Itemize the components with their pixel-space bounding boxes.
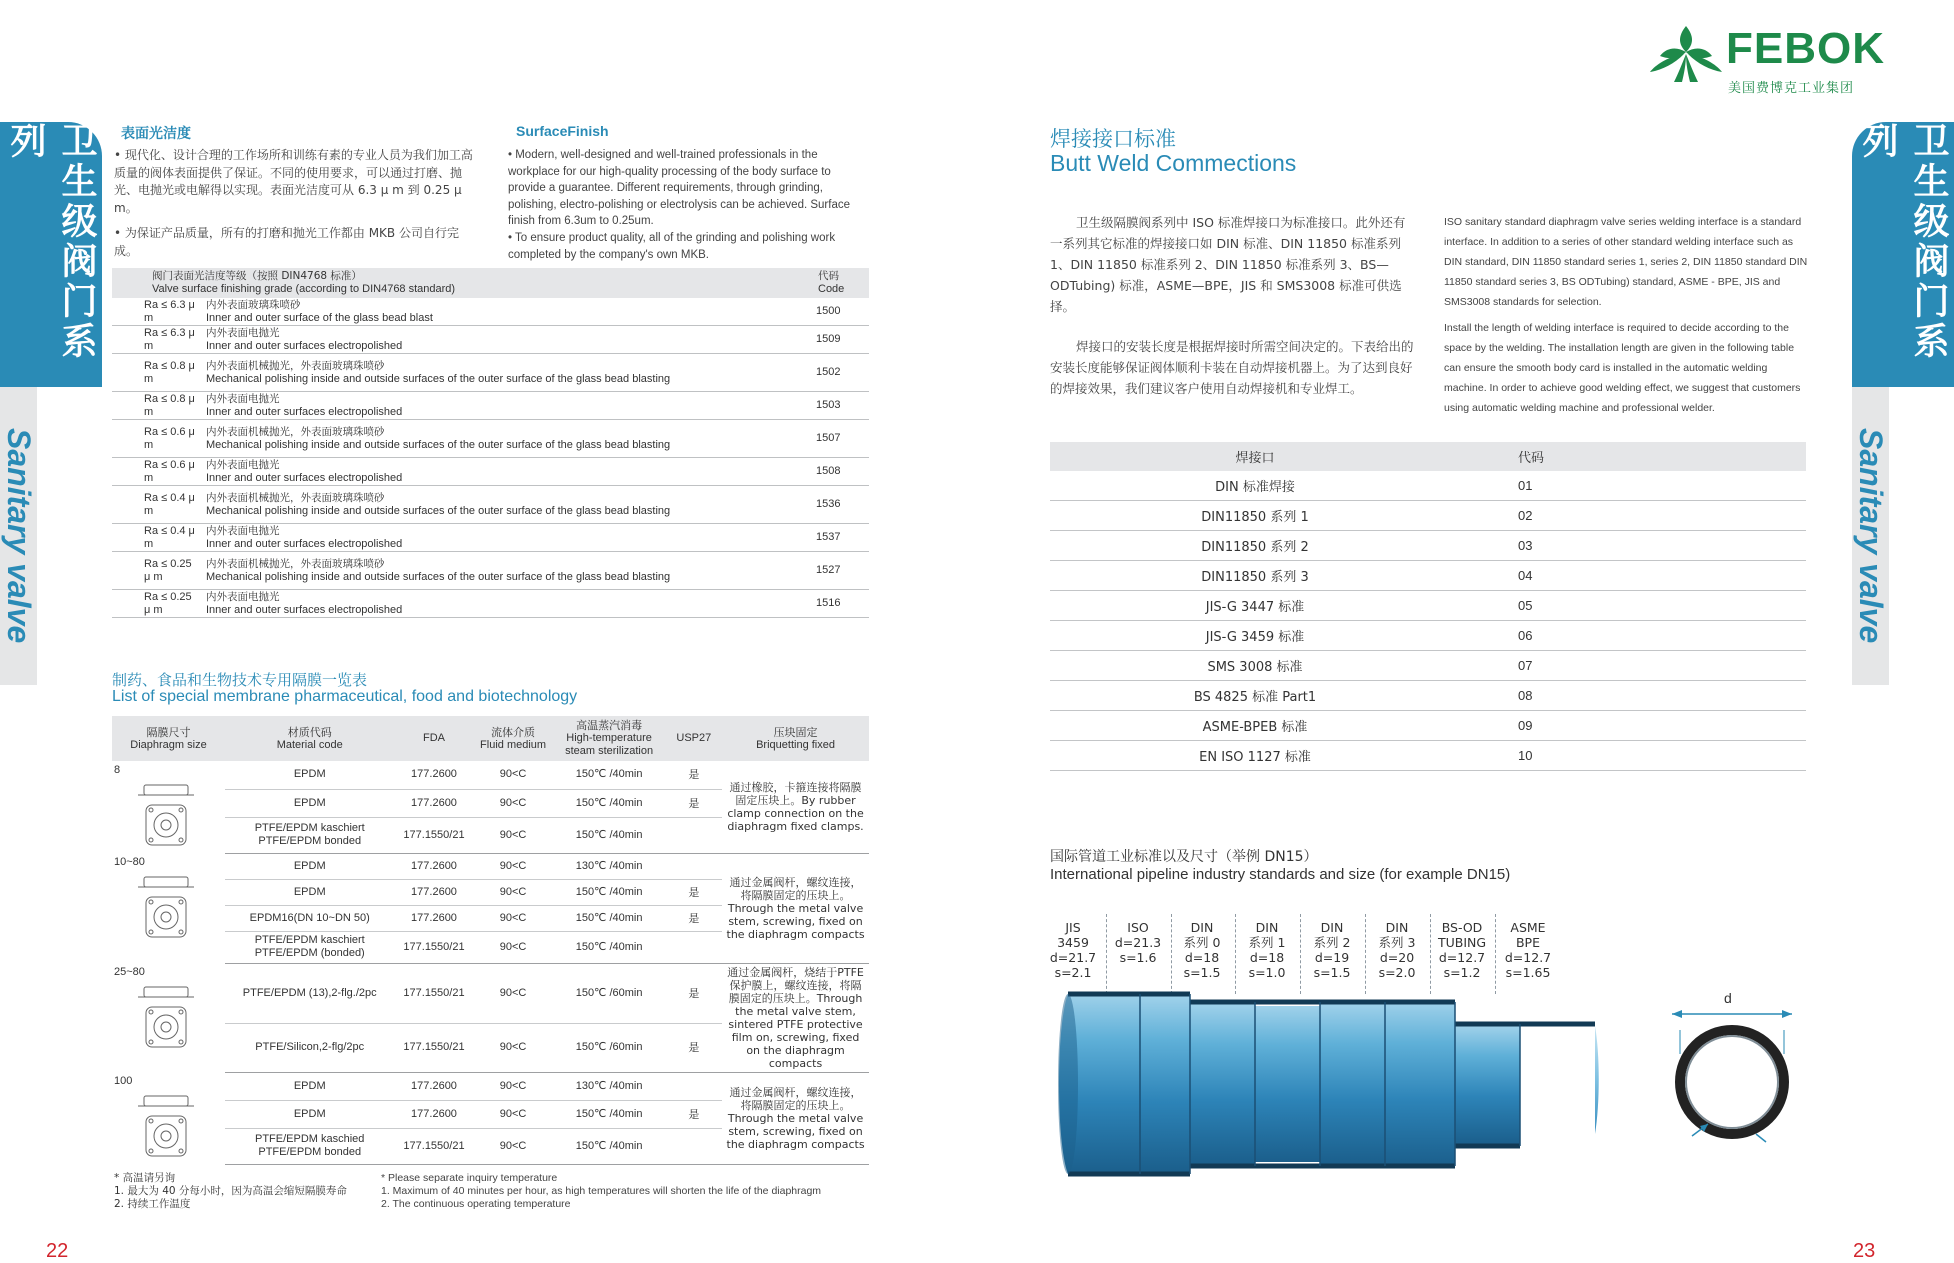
butt-weld-para-en-1: ISO sanitary standard diaphragm valve series welding interface is a standard interface. In addition to a series of other standard welding interface such as DIN standard, DIN 11850 standard series 1, series 2, DIN 11850 standard DIN 11850 standard series 3, BS ODTubing) standard, ASME - BPE, JIS and SMS3008 standards for selection. — [1444, 216, 1808, 308]
finish-desc-cn: 内外表面电抛光 — [206, 591, 280, 603]
usp27-value: 是 — [666, 905, 722, 931]
finish-description — [202, 590, 784, 618]
standard-d: d=20 — [1379, 950, 1415, 965]
fluid-medium: 90<C — [474, 789, 553, 817]
pipe-section-bsod — [1455, 1026, 1520, 1144]
fda-value: 177.1550/21 — [394, 818, 473, 853]
membrane-header-cell — [394, 716, 473, 761]
finish-description — [202, 458, 784, 486]
fluid-medium: 90<C — [474, 1100, 553, 1128]
diaphragm-size-value: 8 — [114, 764, 121, 776]
surface-finish-para-cn-1: • 现代化、设计合理的工作场所和训练有素的专业人员为我们加工高质量的阀体表面提供了保证。不同的使用要求，可以通过打磨、抛光、电抛光或电解得以实现。表面光洁度可从 6.3 μ m 到 0.25 μ m。 — [114, 148, 473, 215]
weld-code: 07 — [1460, 651, 1806, 681]
standard-d: d=12.7 — [1504, 950, 1552, 965]
steam-sterilization: 130℃ /40min — [553, 1072, 666, 1100]
material-code: EPDM — [225, 761, 394, 789]
port-header: 焊接口 — [1050, 442, 1460, 471]
fluid-medium: 90<C — [474, 963, 553, 1023]
pipe-standard-label — [1302, 920, 1362, 980]
surface-finish-table-header — [112, 268, 869, 298]
fda-value: 177.2600 — [394, 905, 473, 931]
ra-value: Ra ≤ 6.3 μ m — [112, 298, 202, 326]
fluid-medium: 90<C — [474, 1023, 553, 1072]
usp27-value: 是 — [666, 789, 722, 817]
ra-value: Ra ≤ 0.8 μ m — [112, 392, 202, 420]
usp27-value: 是 — [666, 1100, 722, 1128]
pipe-section-din0 — [1190, 1004, 1255, 1164]
usp27-value — [666, 931, 722, 963]
membrane-row — [112, 853, 869, 879]
finish-code: 1527 — [784, 552, 869, 590]
weld-row — [1050, 471, 1806, 501]
finish-row — [112, 590, 869, 618]
finish-desc-en: Mechanical polishing inside and outside surfaces of the outer surface of the glass bead blasting — [206, 438, 671, 451]
finish-code: 1500 — [784, 298, 869, 326]
briquetting-description: 通过金属阀杆，螺纹连接，将隔膜固定的压块上。Through the metal valve stem, screwing, fixed on the diaphragm compacts — [722, 1072, 869, 1164]
weld-row — [1050, 561, 1806, 591]
surface-finish-para-en-2: • To ensure product quality, all of the grinding and polishing work completed by the company's own MKB. — [508, 232, 836, 261]
weld-port: BS 4825 标准 Part1 — [1050, 681, 1460, 711]
weld-port: JIS-G 3459 标准 — [1050, 621, 1460, 651]
header-en: FDA — [422, 732, 445, 744]
pipe-section-iso — [1140, 996, 1190, 1172]
weld-port: DIN11850 系列 3 — [1050, 561, 1460, 591]
standard-s: s=2.1 — [1054, 965, 1092, 980]
d-dimension-label: d — [1724, 990, 1732, 1006]
steam-sterilization: 150℃ /40min — [553, 1100, 666, 1128]
standard-separator — [1106, 914, 1107, 994]
side-tab-en-right: Sanitary valve — [1852, 387, 1889, 685]
finish-description — [202, 552, 784, 590]
pipe-standard-label — [1172, 920, 1232, 980]
diaphragm-size-value: 25~80 — [114, 966, 145, 978]
side-tab-cn: 卫生级阀门系列 — [0, 122, 102, 387]
standard-sub: 系列 2 — [1313, 935, 1351, 950]
briquetting-description: 通过金属阀杆，烧结于PTFE 保护膜上，螺纹连接，将隔膜固定的压块上。Through the metal valve stem, sintered PTFE protective film on, screwing, fixed on the diaphragm compacts — [722, 963, 869, 1072]
right-side-tab — [1852, 122, 1949, 685]
finish-description — [202, 486, 784, 524]
ra-value: Ra ≤ 0.4 μ m — [112, 486, 202, 524]
weld-row — [1050, 711, 1806, 741]
standard-name: DIN — [1320, 920, 1344, 935]
weld-code: 09 — [1460, 711, 1806, 741]
page-number-right: 23 — [1853, 1240, 1876, 1262]
finish-desc-en: Inner and outer surfaces electropolished — [206, 471, 403, 484]
ra-value: Ra ≤ 0.4 μ m — [112, 524, 202, 552]
weld-code: 02 — [1460, 501, 1806, 531]
standard-d: d=19 — [1314, 950, 1350, 965]
note-cn-0: * 高温请另询 — [114, 1172, 176, 1184]
surface-finish-title-en: SurfaceFinish — [516, 123, 609, 139]
header-en: Diaphragm size — [130, 738, 207, 751]
ra-value: Ra ≤ 0.8 μ m — [112, 354, 202, 392]
butt-weld-table — [1050, 442, 1806, 771]
standard-s: s=1.65 — [1505, 965, 1551, 980]
finish-desc-cn: 内外表面机械抛光，外表面玻璃珠喷砂 — [206, 492, 385, 504]
fluid-medium: 90<C — [474, 905, 553, 931]
steam-sterilization: 150℃ /40min — [553, 761, 666, 789]
weld-code: 03 — [1460, 531, 1806, 561]
diaphragm-drawing-icon — [136, 1092, 196, 1162]
diaphragm-size-value: 10~80 — [114, 856, 145, 868]
steam-sterilization: 130℃ /40min — [553, 853, 666, 879]
left-side-tab — [0, 122, 97, 685]
header-en: Material code — [276, 738, 343, 751]
standard-sub: 3459 — [1057, 935, 1089, 950]
finish-code: 1509 — [784, 326, 869, 354]
pipeline-title-en: International pipeline industry standards and size (for example DN15) — [1050, 866, 1511, 883]
standard-name: DIN — [1190, 920, 1214, 935]
fda-value: 177.1550/21 — [394, 1129, 473, 1164]
weld-code: 08 — [1460, 681, 1806, 711]
fda-value: 177.2600 — [394, 853, 473, 879]
standard-name: DIN — [1385, 920, 1409, 935]
page-number-left: 22 — [46, 1240, 69, 1262]
finish-row — [112, 524, 869, 552]
finish-desc-cn: 内外表面机械抛光，外表面玻璃珠喷砂 — [206, 360, 385, 372]
pipe-standard-label — [1108, 920, 1168, 965]
surface-finish-para-cn-2: • 为保证产品质量，所有的打磨和抛光工作都由 MKB 公司自行完成。 — [114, 226, 459, 258]
standard-name: DIN — [1255, 920, 1279, 935]
code-header-cn: 代码 — [818, 270, 839, 282]
membrane-notes-cn — [114, 1172, 347, 1211]
weld-row — [1050, 681, 1806, 711]
usp27-value: 是 — [666, 1023, 722, 1072]
code-header-weld: 代码 — [1460, 442, 1806, 471]
standard-separator — [1300, 914, 1301, 994]
standard-sub: BPE — [1515, 935, 1540, 950]
butt-weld-para-en-2: Install the length of welding interface is required to decide according to the space by the welding. The installation length are given in the following table can ensure the smooth body card is installed in the automatic welding machine. In order to achieve good welding effect, we suggest that customers using automatic welding machine and professional welder. — [1444, 322, 1801, 414]
finish-row — [112, 458, 869, 486]
fda-value: 177.1550/21 — [394, 963, 473, 1023]
pipe-standard-label — [1043, 920, 1103, 980]
finish-code: 1507 — [784, 420, 869, 458]
finish-desc-en: Mechanical polishing inside and outside surfaces of the outer surface of the glass bead blasting — [206, 570, 671, 583]
finish-description — [202, 326, 784, 354]
steam-sterilization: 150℃ /40min — [553, 818, 666, 853]
steam-sterilization: 150℃ /40min — [553, 789, 666, 817]
standard-separator — [1495, 914, 1496, 994]
material-code: EPDM — [225, 879, 394, 905]
diaphragm-size — [112, 853, 225, 963]
code-header-en: Code — [818, 283, 845, 295]
briquetting-description: 通过金属阀杆，螺纹连接，将隔膜固定的压块上。Through the metal valve stem, screwing, fixed on the diaphragm compacts — [722, 853, 869, 963]
fluid-medium: 90<C — [474, 761, 553, 789]
weld-code: 01 — [1460, 471, 1806, 501]
standard-name: JIS — [1065, 920, 1081, 935]
note-en-1: 1. Maximum of 40 minutes per hour, as high temperatures will shorten the life of the diaphragm — [381, 1185, 822, 1197]
standard-d: d=18 — [1249, 950, 1285, 965]
finish-row — [112, 486, 869, 524]
finish-code: 1503 — [784, 392, 869, 420]
standard-sub: 系列 1 — [1248, 935, 1286, 950]
brand-subtitle: 美国费博克工业集团 — [1728, 81, 1855, 96]
butt-weld-title-en: Butt Weld Commections — [1050, 150, 1297, 176]
usp27-value: 是 — [666, 963, 722, 1023]
diaphragm-size — [112, 1072, 225, 1164]
fda-value: 177.2600 — [394, 879, 473, 905]
standard-separator — [1430, 914, 1431, 994]
header-cn: 压块固定 — [773, 725, 818, 739]
diaphragm-size-value: 100 — [114, 1075, 133, 1087]
finish-description — [202, 392, 784, 420]
finish-desc-cn: 内外表面电抛光 — [206, 327, 280, 339]
finish-desc-en: Inner and outer surfaces electropolished — [206, 405, 403, 418]
finish-desc-cn: 内外表面机械抛光，外表面玻璃珠喷砂 — [206, 426, 385, 438]
standard-s: s=1.5 — [1183, 965, 1221, 980]
standard-s: s=1.5 — [1313, 965, 1351, 980]
diaphragm-size — [112, 963, 225, 1072]
diaphragm-drawing-icon — [136, 781, 196, 851]
finish-desc-en: Inner and outer surfaces electropolished — [206, 339, 403, 352]
grade-header-cn: 阀门表面光洁度等级（按照 DIN4768 标准） — [152, 270, 362, 282]
weld-port: SMS 3008 标准 — [1050, 651, 1460, 681]
steam-sterilization: 150℃ /40min — [553, 905, 666, 931]
brand-logo — [1648, 20, 1885, 98]
membrane-notes-en — [381, 1172, 821, 1211]
pipe-section-asme — [1520, 1026, 1599, 1134]
material-code: PTFE/Silicon,2-flg/2pc — [225, 1023, 394, 1072]
steam-sterilization: 150℃ /40min — [553, 1129, 666, 1164]
membrane-header-cell — [112, 716, 225, 761]
ra-value: Ra ≤ 0.6 μ m — [112, 420, 202, 458]
pipe-standard-label — [1498, 920, 1558, 980]
fluid-medium: 90<C — [474, 1072, 553, 1100]
standard-separator — [1171, 914, 1172, 994]
weld-port: ASME-BPEB 标准 — [1050, 711, 1460, 741]
fda-value: 177.1550/21 — [394, 931, 473, 963]
standard-s: s=2.0 — [1378, 965, 1416, 980]
material-code: PTFE/EPDM kaschiert PTFE/EPDM (bonded) — [225, 931, 394, 963]
pipe-diagram — [1050, 984, 1810, 1204]
ra-value: Ra ≤ 0.25 μ m — [112, 590, 202, 618]
weld-port: JIS-G 3447 标准 — [1050, 591, 1460, 621]
membrane-header-cell — [553, 716, 666, 761]
standard-name: ISO — [1127, 920, 1149, 935]
weld-code: 05 — [1460, 591, 1806, 621]
diaphragm-drawing-icon — [136, 983, 196, 1053]
note-en-0: * Please separate inquiry temperature — [381, 1172, 558, 1184]
membrane-title-en: List of special membrane pharmaceutical, food and biotechnology — [112, 688, 578, 705]
surface-finish-para-en-1: • Modern, well-designed and well-trained professionals in the workplace for our high-quality processing of the body surface to provide a guarantee. Different requirements, through grinding, polishing, electro-polishing or electrolysis can be achieved. Surface finish from 6.3um to 0.25um. — [508, 149, 850, 227]
finish-desc-en: Inner and outer surfaces electropolished — [206, 603, 403, 616]
membrane-header-cell — [474, 716, 553, 761]
brand-name: FEBOK — [1726, 24, 1885, 73]
butt-weld-table-header — [1050, 442, 1806, 471]
fda-value: 177.1550/21 — [394, 1023, 473, 1072]
fda-value: 177.2600 — [394, 761, 473, 789]
membrane-table-header — [112, 716, 869, 761]
butt-weld-para-cn-1: 卫生级隔膜阀系列中 ISO 标准焊接口为标准接口。此外还有一系列其它标准的焊接接口如 DIN 标准、DIN 11850 标准系列 1、DIN 11850 标准系列 2、DIN 11850 标准系列 3、BS—ODTubing) 标准，ASME—BPE，JIS 和 SMS3008 标准可供选择。 — [1050, 215, 1406, 314]
header-cn: 隔膜尺寸 — [146, 725, 191, 739]
finish-description — [202, 524, 784, 552]
finish-code: 1516 — [784, 590, 869, 618]
finish-row — [112, 420, 869, 458]
standard-sub: 系列 3 — [1378, 935, 1416, 950]
finish-row — [112, 392, 869, 420]
code-header — [784, 268, 869, 298]
side-tab-en: Sanitary valve — [0, 387, 37, 685]
membrane-header-cell — [722, 716, 869, 761]
weld-row — [1050, 651, 1806, 681]
standard-separator — [1365, 914, 1366, 994]
weld-row — [1050, 741, 1806, 771]
weld-row — [1050, 591, 1806, 621]
membrane-header-cell — [225, 716, 394, 761]
finish-row — [112, 354, 869, 392]
finish-code: 1536 — [784, 486, 869, 524]
material-code: PTFE/EPDM (13),2-flg./2pc — [225, 963, 394, 1023]
finish-code: 1502 — [784, 354, 869, 392]
weld-code: 10 — [1460, 741, 1806, 771]
header-cn: 材质代码 — [287, 725, 332, 739]
note-en-2: 2. The continuous operating temperature — [381, 1198, 571, 1210]
febok-leaf-icon — [1648, 24, 1724, 86]
diaphragm-size — [112, 761, 225, 853]
pipe-section-din1 — [1255, 1006, 1320, 1162]
usp27-value: 是 — [666, 879, 722, 905]
standard-separator — [1235, 914, 1236, 994]
membrane-title-cn: 制药、食品和生物技术专用隔膜一览表 — [112, 671, 368, 689]
fluid-medium: 90<C — [474, 879, 553, 905]
weld-code: 06 — [1460, 621, 1806, 651]
standard-s: s=1.0 — [1248, 965, 1286, 980]
steam-sterilization: 150℃ /40min — [553, 879, 666, 905]
finish-desc-en: Inner and outer surfaces electropolished — [206, 537, 403, 550]
finish-desc-cn: 内外表面玻璃珠喷砂 — [206, 299, 301, 311]
ra-value: Ra ≤ 0.6 μ m — [112, 458, 202, 486]
finish-desc-cn: 内外表面电抛光 — [206, 525, 280, 537]
usp27-value — [666, 1129, 722, 1164]
finish-description — [202, 298, 784, 326]
standard-s: s=1.6 — [1119, 950, 1157, 965]
fluid-medium: 90<C — [474, 931, 553, 963]
pipe-cross-section-icon — [1672, 1010, 1792, 1142]
pipe-standard-label — [1237, 920, 1297, 980]
butt-weld-title-cn: 焊接接口标准 — [1050, 127, 1176, 151]
pipe-standard-label — [1367, 920, 1427, 980]
finish-row — [112, 552, 869, 590]
usp27-value — [666, 1072, 722, 1100]
finish-desc-cn: 内外表面电抛光 — [206, 393, 280, 405]
fluid-medium: 90<C — [474, 853, 553, 879]
pipeline-title-cn: 国际管道工业标准以及尺寸（举例 DN15） — [1050, 849, 1318, 865]
material-code: EPDM — [225, 853, 394, 879]
finish-description — [202, 420, 784, 458]
material-code: EPDM — [225, 1072, 394, 1100]
header-cn: 流体介质 — [491, 725, 536, 739]
note-cn-1: 1. 最大为 40 分每小时，因为高温会缩短隔膜寿命 — [114, 1185, 347, 1197]
standard-d: d=21.3 — [1114, 935, 1162, 950]
membrane-header-cell — [666, 716, 722, 761]
diaphragm-drawing-icon — [136, 873, 196, 943]
membrane-table — [112, 716, 869, 1165]
butt-weld-para-cn-2: 焊接口的安装长度是根据焊接时所需空间决定的。下表给出的安装长度能够保证阀体顺利卡装在自动焊接机器上。为了达到良好的焊接效果，我们建议客户使用自动焊接机和专业焊工。 — [1050, 339, 1414, 396]
membrane-row — [112, 761, 869, 789]
finish-description — [202, 354, 784, 392]
finish-desc-cn: 内外表面电抛光 — [206, 459, 280, 471]
fda-value: 177.2600 — [394, 1072, 473, 1100]
steam-sterilization: 150℃ /60min — [553, 963, 666, 1023]
usp27-value — [666, 818, 722, 853]
usp27-value — [666, 853, 722, 879]
pipe-standard-label — [1432, 920, 1492, 980]
header-cn: 高温蒸汽消毒 — [576, 719, 643, 732]
finish-desc-cn: 内外表面机械抛光，外表面玻璃珠喷砂 — [206, 558, 385, 570]
note-cn-2: 2. 持续工作温度 — [114, 1198, 191, 1210]
weld-row — [1050, 501, 1806, 531]
header-en: USP27 — [676, 732, 712, 744]
material-code: PTFE/EPDM kaschied PTFE/EPDM bonded — [225, 1129, 394, 1164]
standard-d: d=21.7 — [1049, 950, 1097, 965]
weld-port: EN ISO 1127 标准 — [1050, 741, 1460, 771]
standard-name: BS-OD — [1441, 920, 1483, 935]
fluid-medium: 90<C — [474, 818, 553, 853]
standard-s: s=1.2 — [1443, 965, 1481, 980]
finish-desc-en: Mechanical polishing inside and outside surfaces of the outer surface of the glass bead blasting — [206, 504, 671, 517]
weld-row — [1050, 621, 1806, 651]
material-code: EPDM — [225, 789, 394, 817]
finish-code: 1537 — [784, 524, 869, 552]
ra-value: Ra ≤ 0.25 μ m — [112, 552, 202, 590]
weld-port: DIN 标准焊接 — [1050, 471, 1460, 501]
fluid-medium: 90<C — [474, 1129, 553, 1164]
weld-port: DIN11850 系列 2 — [1050, 531, 1460, 561]
standard-name: ASME — [1510, 920, 1546, 935]
finish-row — [112, 298, 869, 326]
header-en: Fluid medium — [480, 738, 547, 751]
header-en: High-temperature steam sterilization — [565, 732, 654, 757]
grade-header-en: Valve surface finishing grade (according to DIN4768 standard) — [152, 283, 456, 295]
steam-sterilization: 150℃ /40min — [553, 931, 666, 963]
fda-value: 177.2600 — [394, 789, 473, 817]
pipe-section-din2 — [1320, 1004, 1385, 1164]
grade-header — [112, 268, 784, 298]
surface-finish-title-cn: 表面光洁度 — [121, 126, 191, 142]
membrane-row — [112, 963, 869, 1023]
header-en: Briquetting fixed — [756, 738, 835, 751]
standard-d: d=12.7 — [1438, 950, 1486, 965]
fda-value: 177.2600 — [394, 1100, 473, 1128]
usp27-value: 是 — [666, 761, 722, 789]
material-code: PTFE/EPDM kaschiert PTFE/EPDM bonded — [225, 818, 394, 853]
weld-port: DIN11850 系列 1 — [1050, 501, 1460, 531]
finish-code: 1508 — [784, 458, 869, 486]
standard-sub: 系列 0 — [1183, 935, 1221, 950]
pipe-section-din3 — [1385, 1002, 1455, 1166]
weld-code: 04 — [1460, 561, 1806, 591]
material-code: EPDM — [225, 1100, 394, 1128]
steam-sterilization: 150℃ /60min — [553, 1023, 666, 1072]
membrane-row — [112, 1072, 869, 1100]
finish-desc-en: Inner and outer surface of the glass bead blast — [206, 311, 433, 324]
standard-d: d=18 — [1184, 950, 1220, 965]
weld-row — [1050, 531, 1806, 561]
ra-value: Ra ≤ 6.3 μ m — [112, 326, 202, 354]
finish-row — [112, 326, 869, 354]
briquetting-description: 通过橡胶，卡箍连接将隔膜固定压块上。By rubber clamp connection on the diaphragm fixed clamps. — [722, 761, 869, 853]
material-code: EPDM16(DN 10~DN 50) — [225, 905, 394, 931]
surface-finish-table — [112, 268, 869, 618]
side-tab-cn-right: 卫生级阀门系列 — [1852, 122, 1954, 387]
finish-desc-en: Mechanical polishing inside and outside surfaces of the outer surface of the glass bead blasting — [206, 372, 671, 385]
standard-sub: TUBING — [1437, 935, 1487, 950]
